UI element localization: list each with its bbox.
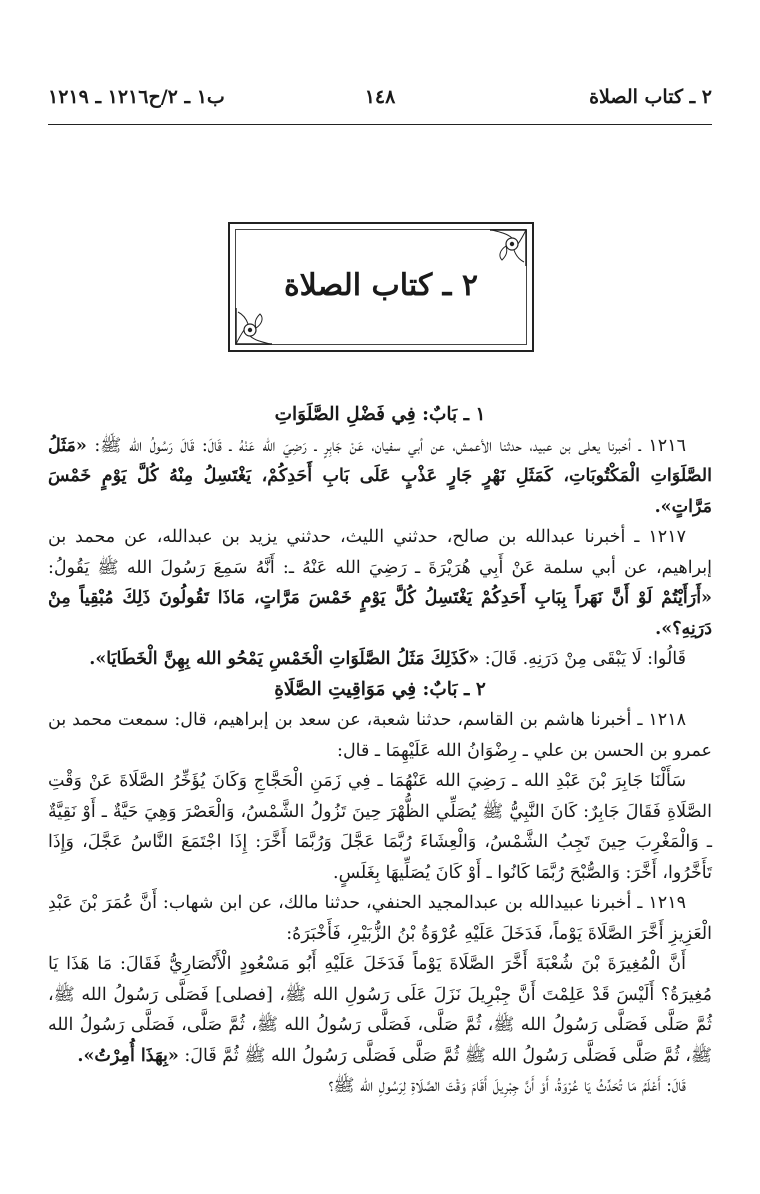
chapter-heading: ٢ ـ بَابٌ: فِي مَوَاقِيتِ الصَّلَاةِ [274, 678, 486, 700]
header-page-number: ١٤٨ [364, 86, 396, 108]
hadith-1218-text: سَأَلْنَا جَابِرَ بْنَ عَبْدِ الله ـ رَضِيَ الله عَنْهُمَا ـ فِي زَمَنِ الْحَجَّاجِ وَكَانَ يُؤَخِّرُ الصَّلَاةَ عَنْ وَقْتِ الصَّلَاةِ فَقَالَ جَابِرٌ: كَانَ النَّبِيُّ ﷺ يُصَلِّي الظُّهْرَ حِينَ تَزُولُ الشَّمْسُ، وَالْعَصْرَ وَهِيَ حَيَّةٌ ـ أَوْ نَقِيَّةٌ ـ وَالْمَغْرِبَ حِينَ تَجِبُ الشَّمْسُ، وَالْعِشَاءَ رُبَّمَا عَجَّلَ وَرُبَّمَا أَخَّرَ: إِذَا اجْتَمَعَ النَّاسُ عَجَّلَ، وَإِذَا تَأَخَّرُوا، أَخَّرَ: وَالصُّبْحَ رُبَّمَا كَانُوا ـ أَوْ كَانَ يُصَلِّيهَا بِغَلَسٍ. [48, 771, 712, 883]
floral-corner-ornament-icon [234, 306, 274, 346]
floral-corner-ornament-icon [488, 228, 528, 268]
header-hadith-range: ب١ ـ ٢/ح١٢١٦ ـ ١٢١٩ [48, 86, 225, 108]
running-header [48, 86, 712, 120]
hadith-matn: «مَثَلُ الصَّلَوَاتِ الْمَكْتُوبَاتِ، كَمَثَلِ نَهْرٍ جَارٍ عَذْبٍ عَلَى بَابِ أَحَدِكُمْ، يَغْتَسِلُ مِنْهُ كُلَّ يَوْمٍ خَمْسَ مَرَّاتٍ». [48, 435, 712, 517]
book-title-frame [228, 222, 534, 352]
hadith-matn: «أَرَأَيْتُمْ لَوْ أَنَّ نَهَراً بِبَابِ أَحَدِكُمْ يَغْتَسِلُ كُلَّ يَوْمٍ خَمْسَ مَرَّاتٍ، مَاذَا تَقُولُونَ ذَلِكَ مُبْقِياً مِنْ دَرَنِهِ؟». [48, 588, 712, 639]
hadith-text: أَنَّ الْمُغِيرَةَ بْنَ شُعْبَةَ أَخَّرَ الصَّلَاةَ يَوْماً فَدَخَلَ عَلَيْهِ أَبُو مَسْعُودٍ الْأَنْصَارِيُّ فَقَالَ: مَا هَذَا يَا مُغِيرَةُ؟ أَلَيْسَ قَدْ عَلِمْتَ أَنَّ جِبْرِيلَ نَزَلَ عَلَى رَسُولِ الله ﷺ، [فصلى] فَصَلَّى رَسُولُ الله ﷺ، ثُمَّ صَلَّى فَصَلَّى رَسُولُ الله ﷺ، ثُمَّ صَلَّى، فَصَلَّى رَسُولُ الله ﷺ، ثُمَّ صَلَّى، فَصَلَّى رَسُولُ الله ﷺ، ثُمَّ صَلَّى فَصَلَّى رَسُولُ الله ﷺ ثُمَّ صَلَّى فَصَلَّى رَسُولُ الله ﷺ ثُمَّ قَالَ: [48, 954, 712, 1066]
hadith-1219-text [48, 949, 712, 1071]
hadith-isnad: ١٢١٦ ـ أخبرنا يعلى بن عبيد، حدثنا الأعمش، عن أبي سفيان، عَنْ جَابِرٍ ـ رَضِيَ الله عَنْهُ ـ قَالَ: قَالَ رَسُولُ الله ﷺ: [86, 435, 686, 456]
hadith-1219-isnad: ١٢١٩ ـ أخبرنا عبيدالله بن عبدالمجيد الحنفي، حدثنا مالك، عن ابن شهاب: أَنَّ عُمَرَ بْنَ عَبْدِ الْعَزِيزِ أَخَّرَ الصَّلَاةَ يَوْماً، فَدَخَلَ عَلَيْهِ عُرْوَةُ بْنُ الزُّبَيْرِ، فَأَخْبَرَهُ: [48, 893, 712, 944]
header-section-title: ٢ ـ كتاب الصلاة [589, 86, 712, 108]
hadith-1217-continuation [48, 644, 712, 675]
book-title: ٢ ـ كتاب الصلاة [283, 268, 479, 303]
chapter-heading: ١ ـ بَابٌ: فِي فَضْلِ الصَّلَوَاتِ [274, 404, 486, 425]
hadith-1216 [48, 431, 712, 523]
hadith-1218-isnad: ١٢١٨ ـ أخبرنا هاشم بن القاسم، حدثنا شعبة، عن سعد بن إبراهيم، قال: سمعت محمد بن عمرو بن الحسن بن علي ـ رِضْوَانُ الله عَلَيْهِمَا ـ قال: [48, 710, 712, 761]
hadith-text: قَالُوا: لَا يَبْقَى مِنْ دَرَنِهِ. قَالَ: [479, 649, 686, 669]
hadith-matn: «بِهَذَا أُمِرْتُ». [77, 1045, 179, 1066]
main-text-body [48, 400, 712, 1102]
hadith-1219-closing: قَالَ: أَعْلَمُ مَا تُحَدِّثُ يَا عُرْوَةُ، أَوْ أَنَّ جِبْرِيلَ أَقَامَ وَقْتَ الصَّلَاةِ لِرَسُولِ الله ﷺ؟ [328, 1076, 686, 1096]
hadith-1217 [48, 522, 712, 644]
hadith-isnad: ١٢١٧ ـ أخبرنا عبدالله بن صالح، حدثني الليث، حدثني يزيد بن عبدالله، عن محمد بن إبراهيم، عن أبي سلمة عَنْ أَبِي هُرَيْرَةَ ـ رَضِيَ الله عَنْهُ ـ: أَنَّهُ سَمِعَ رَسُولَ الله ﷺ يَقُولُ: [48, 527, 712, 578]
header-divider [48, 124, 712, 125]
hadith-matn: «كَذَلِكَ مَثَلُ الصَّلَوَاتِ الْخَمْسِ يَمْحُو الله بِهِنَّ الْخَطَايَا». [89, 649, 480, 669]
